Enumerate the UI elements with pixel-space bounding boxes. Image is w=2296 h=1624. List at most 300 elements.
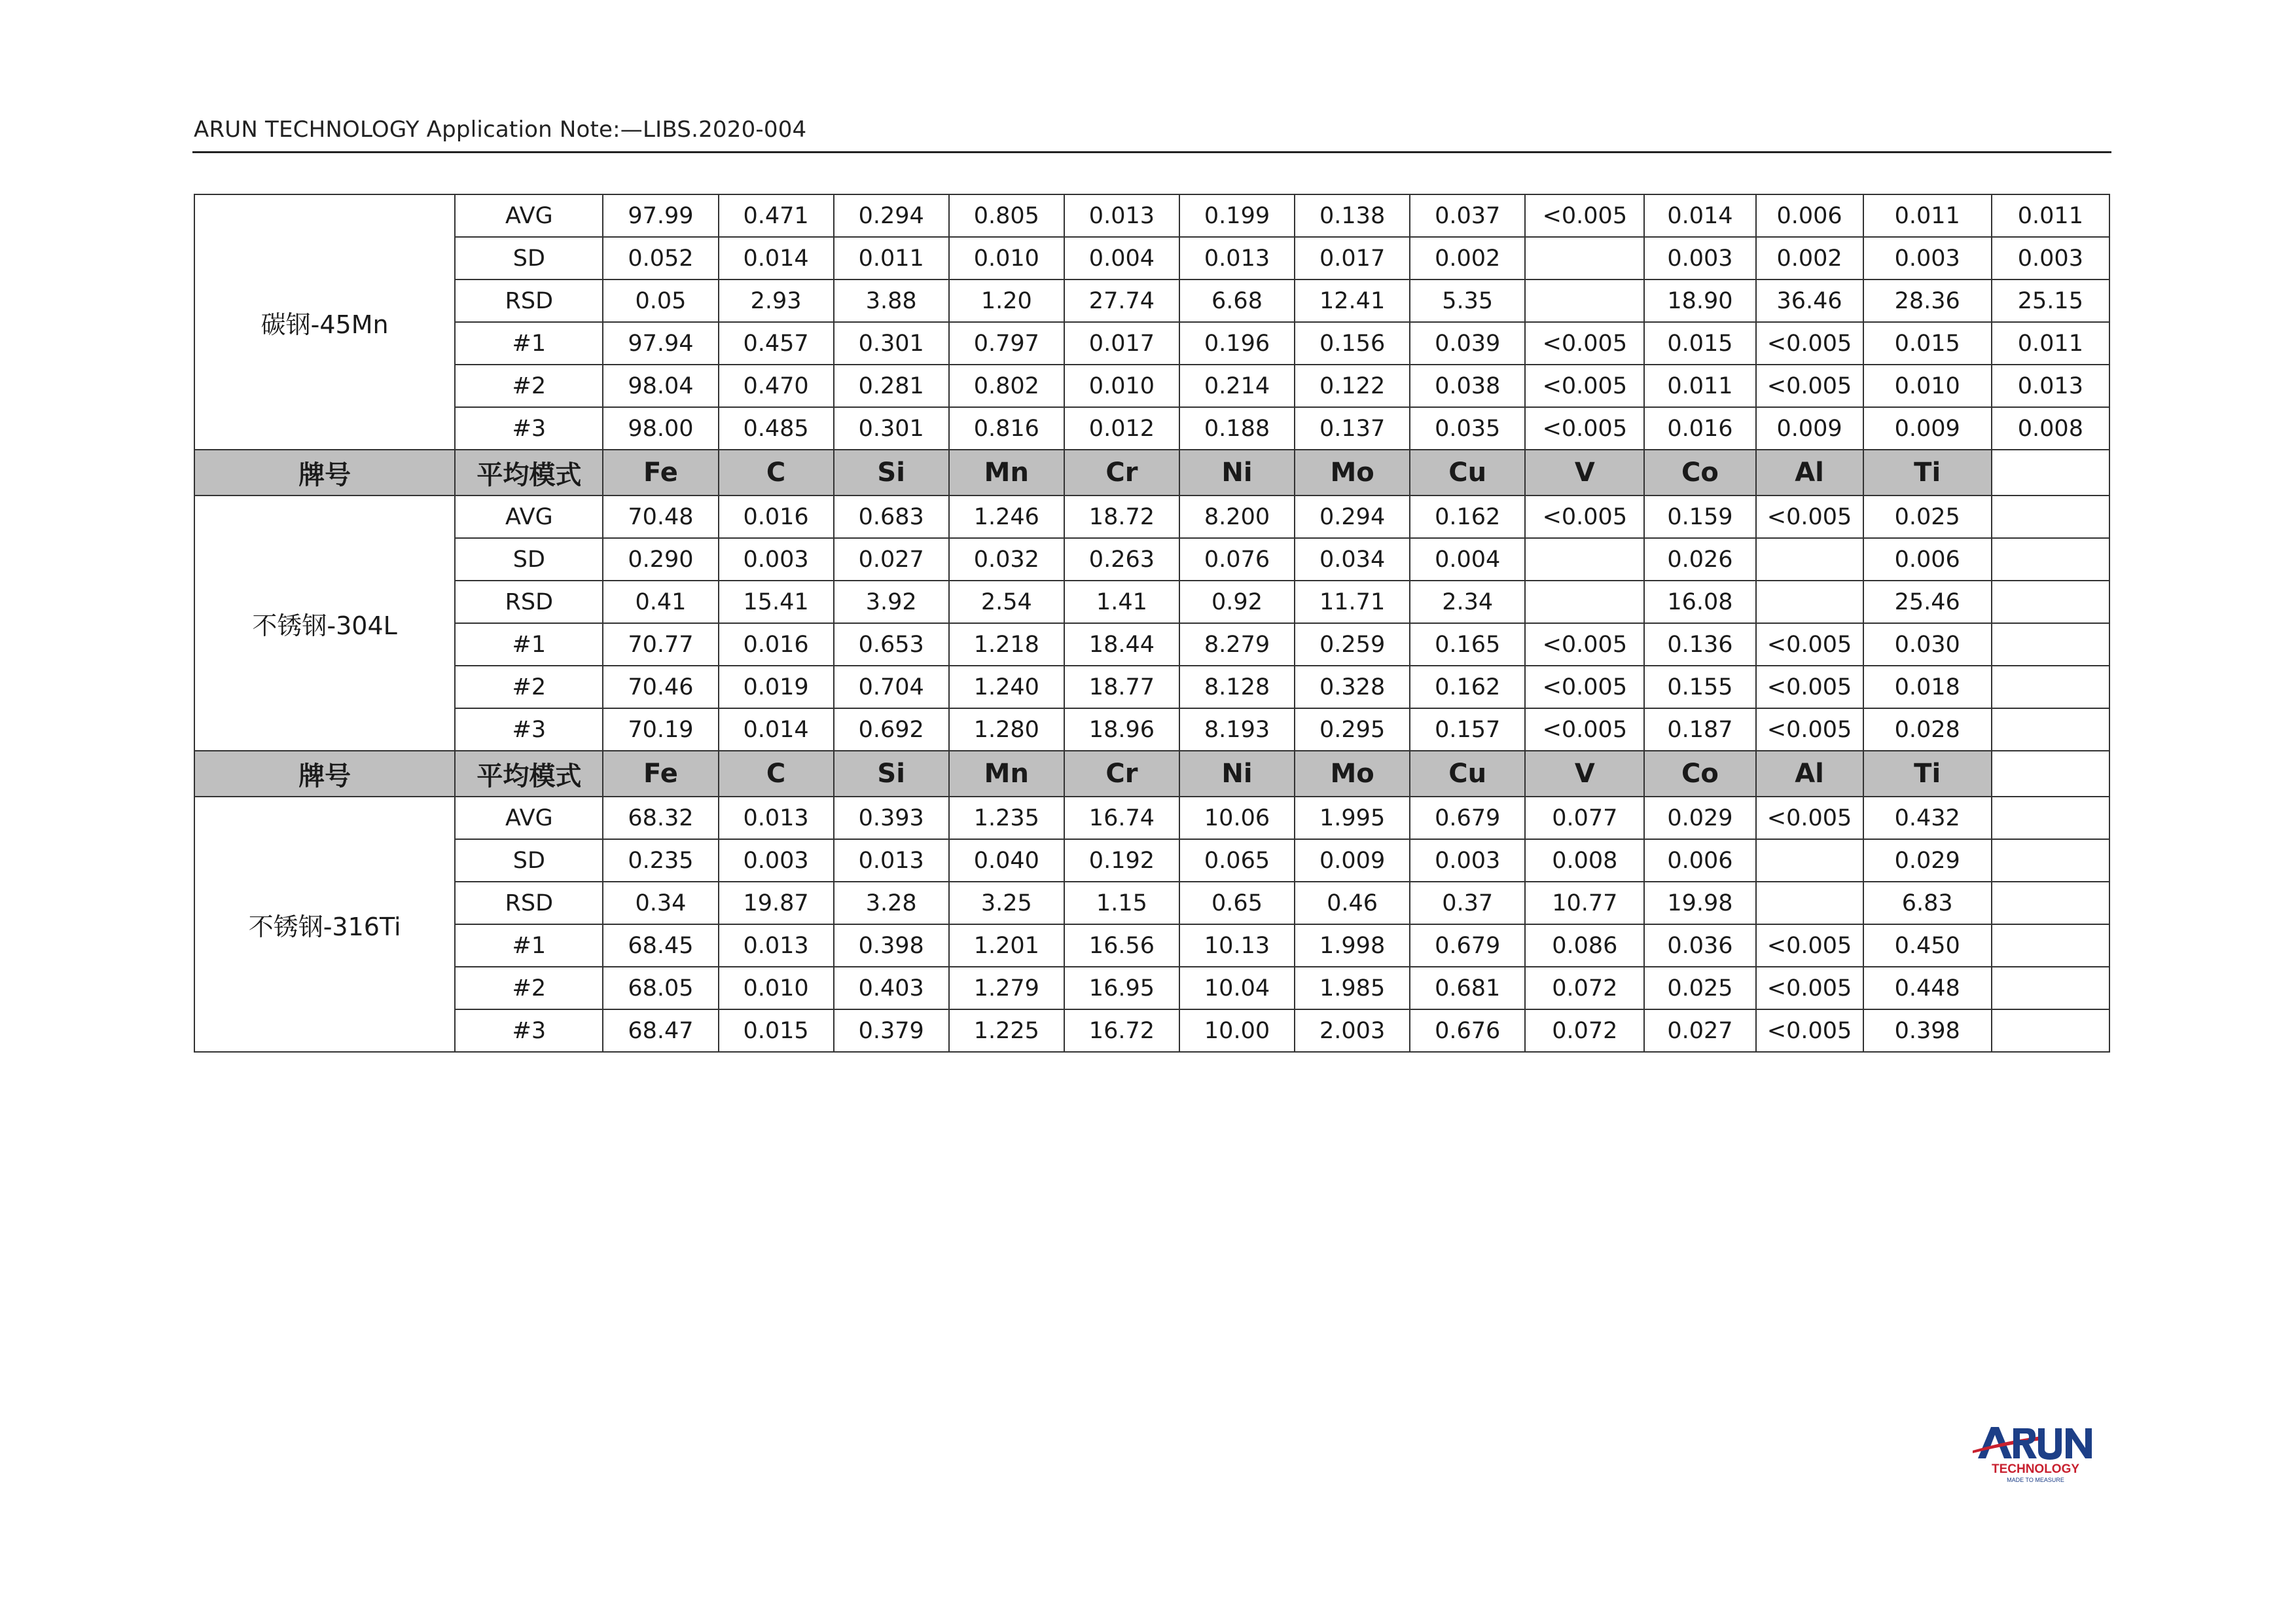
value-cell bbox=[1992, 797, 2109, 839]
composition-table bbox=[194, 194, 2110, 1053]
value-cell: 68.05 bbox=[603, 967, 718, 1009]
value-cell: 6.83 bbox=[1863, 882, 1992, 924]
value-cell: 10.04 bbox=[1179, 967, 1295, 1009]
value-cell: 25.15 bbox=[1992, 280, 2109, 322]
header-cell: Mn bbox=[949, 450, 1064, 496]
value-cell: 98.04 bbox=[603, 365, 718, 407]
header-cell: Cu bbox=[1410, 450, 1525, 496]
table-row bbox=[194, 496, 2109, 538]
value-cell: <0.005 bbox=[1756, 967, 1863, 1009]
table-row bbox=[194, 882, 2109, 924]
value-cell: 0.016 bbox=[719, 623, 834, 666]
value-cell: 0.450 bbox=[1863, 924, 1992, 967]
stat-label-cell: RSD bbox=[455, 882, 603, 924]
value-cell: 0.028 bbox=[1863, 708, 1992, 751]
value-cell: 0.025 bbox=[1863, 496, 1992, 538]
value-cell: 0.003 bbox=[719, 839, 834, 882]
value-cell: 1.280 bbox=[949, 708, 1064, 751]
value-cell: 36.46 bbox=[1756, 280, 1863, 322]
value-cell: 16.74 bbox=[1064, 797, 1179, 839]
value-cell: 0.015 bbox=[719, 1009, 834, 1052]
value-cell: 0.065 bbox=[1179, 839, 1295, 882]
header-cell: Ti bbox=[1863, 751, 1992, 797]
value-cell: 0.012 bbox=[1064, 407, 1179, 450]
value-cell: 0.432 bbox=[1863, 797, 1992, 839]
value-cell: 0.704 bbox=[834, 666, 949, 708]
header-cell: Ti bbox=[1863, 450, 1992, 496]
header-cell: 牌号 bbox=[194, 450, 455, 496]
stat-label-cell: #2 bbox=[455, 967, 603, 1009]
value-cell: 0.92 bbox=[1179, 581, 1295, 623]
value-cell: 0.281 bbox=[834, 365, 949, 407]
table-row bbox=[194, 797, 2109, 839]
value-cell: 0.003 bbox=[1992, 237, 2109, 280]
value-cell: <0.005 bbox=[1525, 496, 1644, 538]
value-cell: 0.485 bbox=[719, 407, 834, 450]
value-cell: 0.137 bbox=[1295, 407, 1410, 450]
table-row bbox=[194, 280, 2109, 322]
value-cell: 0.41 bbox=[603, 581, 718, 623]
value-cell: 0.013 bbox=[1179, 237, 1295, 280]
value-cell: 0.029 bbox=[1644, 797, 1755, 839]
value-cell: 70.19 bbox=[603, 708, 718, 751]
value-cell bbox=[1992, 967, 2109, 1009]
value-cell: 0.006 bbox=[1644, 839, 1755, 882]
value-cell: 0.017 bbox=[1295, 237, 1410, 280]
header-cell: Ni bbox=[1179, 751, 1295, 797]
value-cell: 18.90 bbox=[1644, 280, 1755, 322]
value-cell: 0.013 bbox=[834, 839, 949, 882]
value-cell: 0.015 bbox=[1644, 322, 1755, 365]
value-cell: 27.74 bbox=[1064, 280, 1179, 322]
value-cell: 0.155 bbox=[1644, 666, 1755, 708]
header-cell: Cr bbox=[1064, 450, 1179, 496]
header-cell: Fe bbox=[603, 751, 718, 797]
value-cell bbox=[1992, 882, 2109, 924]
value-cell: 0.259 bbox=[1295, 623, 1410, 666]
value-cell: 0.159 bbox=[1644, 496, 1755, 538]
value-cell: 68.45 bbox=[603, 924, 718, 967]
value-cell: 0.471 bbox=[719, 194, 834, 237]
value-cell: 0.072 bbox=[1525, 967, 1644, 1009]
value-cell: 0.34 bbox=[603, 882, 718, 924]
value-cell: <0.005 bbox=[1756, 496, 1863, 538]
value-cell: 0.009 bbox=[1756, 407, 1863, 450]
arun-logo bbox=[1970, 1422, 2101, 1487]
header-cell: 平均模式 bbox=[455, 751, 603, 797]
header-divider bbox=[192, 151, 2111, 153]
value-cell bbox=[1756, 581, 1863, 623]
value-cell: <0.005 bbox=[1525, 623, 1644, 666]
value-cell: 1.240 bbox=[949, 666, 1064, 708]
value-cell: 0.013 bbox=[1992, 365, 2109, 407]
value-cell: 0.263 bbox=[1064, 538, 1179, 581]
value-cell: <0.005 bbox=[1525, 322, 1644, 365]
value-cell: 0.011 bbox=[1644, 365, 1755, 407]
value-cell: 0.196 bbox=[1179, 322, 1295, 365]
value-cell: 2.54 bbox=[949, 581, 1064, 623]
value-cell: 0.679 bbox=[1410, 924, 1525, 967]
value-cell: 70.77 bbox=[603, 623, 718, 666]
value-cell: 0.013 bbox=[719, 797, 834, 839]
value-cell: 0.017 bbox=[1064, 322, 1179, 365]
value-cell: 0.026 bbox=[1644, 538, 1755, 581]
value-cell: 0.011 bbox=[834, 237, 949, 280]
stat-label-cell: SD bbox=[455, 839, 603, 882]
stat-label-cell: #1 bbox=[455, 322, 603, 365]
value-cell: 0.011 bbox=[1863, 194, 1992, 237]
table-row bbox=[194, 1009, 2109, 1052]
value-cell: 0.003 bbox=[1863, 237, 1992, 280]
value-cell: 1.279 bbox=[949, 967, 1064, 1009]
header-cell: Mo bbox=[1295, 751, 1410, 797]
value-cell: 0.157 bbox=[1410, 708, 1525, 751]
header-cell: Mn bbox=[949, 751, 1064, 797]
value-cell: 0.805 bbox=[949, 194, 1064, 237]
table-row bbox=[194, 581, 2109, 623]
value-cell: 5.35 bbox=[1410, 280, 1525, 322]
value-cell: <0.005 bbox=[1756, 365, 1863, 407]
table-header-row bbox=[194, 450, 2109, 496]
value-cell: 10.06 bbox=[1179, 797, 1295, 839]
value-cell: 0.003 bbox=[719, 538, 834, 581]
stat-label-cell: AVG bbox=[455, 194, 603, 237]
value-cell: 1.201 bbox=[949, 924, 1064, 967]
value-cell: 0.448 bbox=[1863, 967, 1992, 1009]
value-cell: 0.199 bbox=[1179, 194, 1295, 237]
value-cell: 25.46 bbox=[1863, 581, 1992, 623]
value-cell: <0.005 bbox=[1525, 194, 1644, 237]
value-cell: 0.036 bbox=[1644, 924, 1755, 967]
value-cell: 0.681 bbox=[1410, 967, 1525, 1009]
logo-r-mark bbox=[2013, 1428, 2037, 1458]
value-cell: 0.05 bbox=[603, 280, 718, 322]
value-cell: 1.246 bbox=[949, 496, 1064, 538]
value-cell: 0.010 bbox=[1064, 365, 1179, 407]
value-cell: 0.379 bbox=[834, 1009, 949, 1052]
value-cell: 18.96 bbox=[1064, 708, 1179, 751]
stat-label-cell: #1 bbox=[455, 623, 603, 666]
value-cell: 0.393 bbox=[834, 797, 949, 839]
value-cell: 8.279 bbox=[1179, 623, 1295, 666]
value-cell: 0.290 bbox=[603, 538, 718, 581]
logo-n-mark bbox=[2066, 1428, 2092, 1458]
value-cell: 0.138 bbox=[1295, 194, 1410, 237]
value-cell: 0.004 bbox=[1410, 538, 1525, 581]
value-cell: 8.200 bbox=[1179, 496, 1295, 538]
value-cell: 0.235 bbox=[603, 839, 718, 882]
value-cell: 0.025 bbox=[1644, 967, 1755, 1009]
header-cell: C bbox=[719, 751, 834, 797]
header-cell: Ni bbox=[1179, 450, 1295, 496]
value-cell: 0.015 bbox=[1863, 322, 1992, 365]
value-cell: 0.010 bbox=[949, 237, 1064, 280]
value-cell: 1.995 bbox=[1295, 797, 1410, 839]
value-cell bbox=[1992, 839, 2109, 882]
value-cell: 1.20 bbox=[949, 280, 1064, 322]
value-cell: 0.802 bbox=[949, 365, 1064, 407]
value-cell: <0.005 bbox=[1525, 708, 1644, 751]
value-cell: 0.37 bbox=[1410, 882, 1525, 924]
value-cell: 16.08 bbox=[1644, 581, 1755, 623]
value-cell: 0.653 bbox=[834, 623, 949, 666]
value-cell: 0.002 bbox=[1410, 237, 1525, 280]
table-row bbox=[194, 967, 2109, 1009]
value-cell: 0.797 bbox=[949, 322, 1064, 365]
value-cell: 0.679 bbox=[1410, 797, 1525, 839]
value-cell: 16.56 bbox=[1064, 924, 1179, 967]
table-header-row bbox=[194, 751, 2109, 797]
value-cell: 0.002 bbox=[1756, 237, 1863, 280]
grade-cell: 不锈钢-304L bbox=[194, 496, 455, 751]
stat-label-cell: #3 bbox=[455, 1009, 603, 1052]
value-cell: 0.010 bbox=[1863, 365, 1992, 407]
logo-tagline: MADE TO MEASURE bbox=[2007, 1477, 2064, 1483]
stat-label-cell: RSD bbox=[455, 280, 603, 322]
value-cell: 0.295 bbox=[1295, 708, 1410, 751]
value-cell: 0.328 bbox=[1295, 666, 1410, 708]
value-cell: 1.998 bbox=[1295, 924, 1410, 967]
value-cell: 1.235 bbox=[949, 797, 1064, 839]
table-body bbox=[194, 194, 2109, 1052]
value-cell: 0.692 bbox=[834, 708, 949, 751]
value-cell: 0.683 bbox=[834, 496, 949, 538]
header-cell: Mo bbox=[1295, 450, 1410, 496]
value-cell bbox=[1992, 581, 2109, 623]
value-cell: 0.136 bbox=[1644, 623, 1755, 666]
stat-label-cell: SD bbox=[455, 237, 603, 280]
value-cell: 18.77 bbox=[1064, 666, 1179, 708]
value-cell: <0.005 bbox=[1756, 623, 1863, 666]
value-cell: 0.816 bbox=[949, 407, 1064, 450]
value-cell: 0.018 bbox=[1863, 666, 1992, 708]
value-cell: 15.41 bbox=[719, 581, 834, 623]
header-cell: V bbox=[1525, 450, 1644, 496]
value-cell: 0.030 bbox=[1863, 623, 1992, 666]
value-cell: 1.15 bbox=[1064, 882, 1179, 924]
value-cell: 0.010 bbox=[719, 967, 834, 1009]
stat-label-cell: RSD bbox=[455, 581, 603, 623]
value-cell: 16.95 bbox=[1064, 967, 1179, 1009]
value-cell: 0.052 bbox=[603, 237, 718, 280]
value-cell: 0.398 bbox=[1863, 1009, 1992, 1052]
value-cell: 0.011 bbox=[1992, 194, 2109, 237]
table-row bbox=[194, 237, 2109, 280]
value-cell: <0.005 bbox=[1756, 322, 1863, 365]
header-cell: Fe bbox=[603, 450, 718, 496]
grade-cell: 碳钢-45Mn bbox=[194, 194, 455, 450]
stat-label-cell: #3 bbox=[455, 708, 603, 751]
table-row bbox=[194, 194, 2109, 237]
value-cell bbox=[1525, 280, 1644, 322]
value-cell: 0.076 bbox=[1179, 538, 1295, 581]
value-cell: 0.029 bbox=[1863, 839, 1992, 882]
value-cell: 16.72 bbox=[1064, 1009, 1179, 1052]
value-cell bbox=[1992, 538, 2109, 581]
table-row bbox=[194, 538, 2109, 581]
value-cell: 0.014 bbox=[719, 237, 834, 280]
value-cell: 97.99 bbox=[603, 194, 718, 237]
value-cell: 0.403 bbox=[834, 967, 949, 1009]
value-cell: 6.68 bbox=[1179, 280, 1295, 322]
stat-label-cell: #2 bbox=[455, 666, 603, 708]
value-cell: <0.005 bbox=[1525, 365, 1644, 407]
value-cell bbox=[1992, 1009, 2109, 1052]
value-cell: 0.011 bbox=[1992, 322, 2109, 365]
value-cell: 2.93 bbox=[719, 280, 834, 322]
table-row bbox=[194, 708, 2109, 751]
value-cell: 70.48 bbox=[603, 496, 718, 538]
value-cell bbox=[1992, 924, 2109, 967]
value-cell bbox=[1992, 623, 2109, 666]
header-cell: 牌号 bbox=[194, 751, 455, 797]
value-cell: 0.039 bbox=[1410, 322, 1525, 365]
value-cell: 28.36 bbox=[1863, 280, 1992, 322]
value-cell: 0.019 bbox=[719, 666, 834, 708]
value-cell: 10.00 bbox=[1179, 1009, 1295, 1052]
value-cell: 11.71 bbox=[1295, 581, 1410, 623]
value-cell: 1.985 bbox=[1295, 967, 1410, 1009]
value-cell: 0.013 bbox=[719, 924, 834, 967]
value-cell bbox=[1992, 708, 2109, 751]
value-cell: 0.294 bbox=[1295, 496, 1410, 538]
value-cell: 3.28 bbox=[834, 882, 949, 924]
header-cell: Al bbox=[1756, 450, 1863, 496]
value-cell: 0.162 bbox=[1410, 666, 1525, 708]
value-cell: 0.086 bbox=[1525, 924, 1644, 967]
value-cell: <0.005 bbox=[1525, 407, 1644, 450]
value-cell: 97.94 bbox=[603, 322, 718, 365]
value-cell: 0.009 bbox=[1295, 839, 1410, 882]
value-cell: 1.225 bbox=[949, 1009, 1064, 1052]
value-cell: 0.013 bbox=[1064, 194, 1179, 237]
value-cell: 0.003 bbox=[1410, 839, 1525, 882]
header-cell: Si bbox=[834, 450, 949, 496]
header-cell: Co bbox=[1644, 751, 1755, 797]
value-cell: 0.187 bbox=[1644, 708, 1755, 751]
table-row bbox=[194, 666, 2109, 708]
header-cell: Si bbox=[834, 751, 949, 797]
value-cell bbox=[1756, 538, 1863, 581]
value-cell bbox=[1992, 496, 2109, 538]
value-cell: 0.65 bbox=[1179, 882, 1295, 924]
stat-label-cell: SD bbox=[455, 538, 603, 581]
value-cell: 0.038 bbox=[1410, 365, 1525, 407]
header-cell: Cr bbox=[1064, 751, 1179, 797]
value-cell bbox=[1525, 581, 1644, 623]
value-cell: 19.98 bbox=[1644, 882, 1755, 924]
value-cell: 0.294 bbox=[834, 194, 949, 237]
value-cell: 98.00 bbox=[603, 407, 718, 450]
value-cell: 0.027 bbox=[1644, 1009, 1755, 1052]
header-cell: Al bbox=[1756, 751, 1863, 797]
value-cell: 0.040 bbox=[949, 839, 1064, 882]
value-cell: <0.005 bbox=[1756, 797, 1863, 839]
value-cell: 12.41 bbox=[1295, 280, 1410, 322]
value-cell: 68.32 bbox=[603, 797, 718, 839]
header-cell: C bbox=[719, 450, 834, 496]
value-cell: 0.301 bbox=[834, 322, 949, 365]
header-cell: V bbox=[1525, 751, 1644, 797]
value-cell bbox=[1756, 882, 1863, 924]
logo-subtitle: TECHNOLOGY bbox=[1991, 1462, 2080, 1476]
value-cell: 0.165 bbox=[1410, 623, 1525, 666]
value-cell: 0.034 bbox=[1295, 538, 1410, 581]
value-cell: 0.004 bbox=[1064, 237, 1179, 280]
value-cell: 19.87 bbox=[719, 882, 834, 924]
header-cell bbox=[1992, 450, 2109, 496]
value-cell: 0.016 bbox=[1644, 407, 1755, 450]
value-cell: 10.13 bbox=[1179, 924, 1295, 967]
value-cell: 0.006 bbox=[1863, 538, 1992, 581]
value-cell: 0.46 bbox=[1295, 882, 1410, 924]
value-cell bbox=[1525, 538, 1644, 581]
logo-u-mark bbox=[2038, 1428, 2062, 1460]
value-cell: 8.193 bbox=[1179, 708, 1295, 751]
value-cell: 0.072 bbox=[1525, 1009, 1644, 1052]
stat-label-cell: AVG bbox=[455, 797, 603, 839]
value-cell: 0.214 bbox=[1179, 365, 1295, 407]
table-row bbox=[194, 924, 2109, 967]
page-header-title: ARUN TECHNOLOGY Application Note:—LIBS.2020-004 bbox=[194, 117, 807, 143]
value-cell: 2.003 bbox=[1295, 1009, 1410, 1052]
value-cell: <0.005 bbox=[1756, 924, 1863, 967]
table-row bbox=[194, 623, 2109, 666]
value-cell: 0.470 bbox=[719, 365, 834, 407]
value-cell: 0.032 bbox=[949, 538, 1064, 581]
value-cell: 0.156 bbox=[1295, 322, 1410, 365]
table-row bbox=[194, 407, 2109, 450]
table-row bbox=[194, 839, 2109, 882]
value-cell bbox=[1525, 237, 1644, 280]
value-cell: 0.014 bbox=[719, 708, 834, 751]
value-cell: 0.027 bbox=[834, 538, 949, 581]
value-cell: 18.44 bbox=[1064, 623, 1179, 666]
value-cell: 0.035 bbox=[1410, 407, 1525, 450]
value-cell: <0.005 bbox=[1756, 666, 1863, 708]
header-cell: Co bbox=[1644, 450, 1755, 496]
value-cell: 0.009 bbox=[1863, 407, 1992, 450]
value-cell bbox=[1992, 666, 2109, 708]
header-cell: Cu bbox=[1410, 751, 1525, 797]
value-cell: 0.037 bbox=[1410, 194, 1525, 237]
value-cell: 0.003 bbox=[1644, 237, 1755, 280]
value-cell: 0.676 bbox=[1410, 1009, 1525, 1052]
value-cell: 0.008 bbox=[1525, 839, 1644, 882]
stat-label-cell: #3 bbox=[455, 407, 603, 450]
value-cell: 0.122 bbox=[1295, 365, 1410, 407]
value-cell: <0.005 bbox=[1525, 666, 1644, 708]
value-cell: 0.301 bbox=[834, 407, 949, 450]
value-cell: 18.72 bbox=[1064, 496, 1179, 538]
value-cell: 0.162 bbox=[1410, 496, 1525, 538]
value-cell: 0.008 bbox=[1992, 407, 2109, 450]
value-cell: 70.46 bbox=[603, 666, 718, 708]
stat-label-cell: AVG bbox=[455, 496, 603, 538]
value-cell: 0.398 bbox=[834, 924, 949, 967]
header-cell: 平均模式 bbox=[455, 450, 603, 496]
value-cell: 2.34 bbox=[1410, 581, 1525, 623]
value-cell: 0.016 bbox=[719, 496, 834, 538]
value-cell: <0.005 bbox=[1756, 708, 1863, 751]
stat-label-cell: #2 bbox=[455, 365, 603, 407]
value-cell bbox=[1756, 839, 1863, 882]
grade-cell: 不锈钢-316Ti bbox=[194, 797, 455, 1052]
value-cell: 0.014 bbox=[1644, 194, 1755, 237]
value-cell: 1.218 bbox=[949, 623, 1064, 666]
value-cell: 0.006 bbox=[1756, 194, 1863, 237]
value-cell: 0.077 bbox=[1525, 797, 1644, 839]
